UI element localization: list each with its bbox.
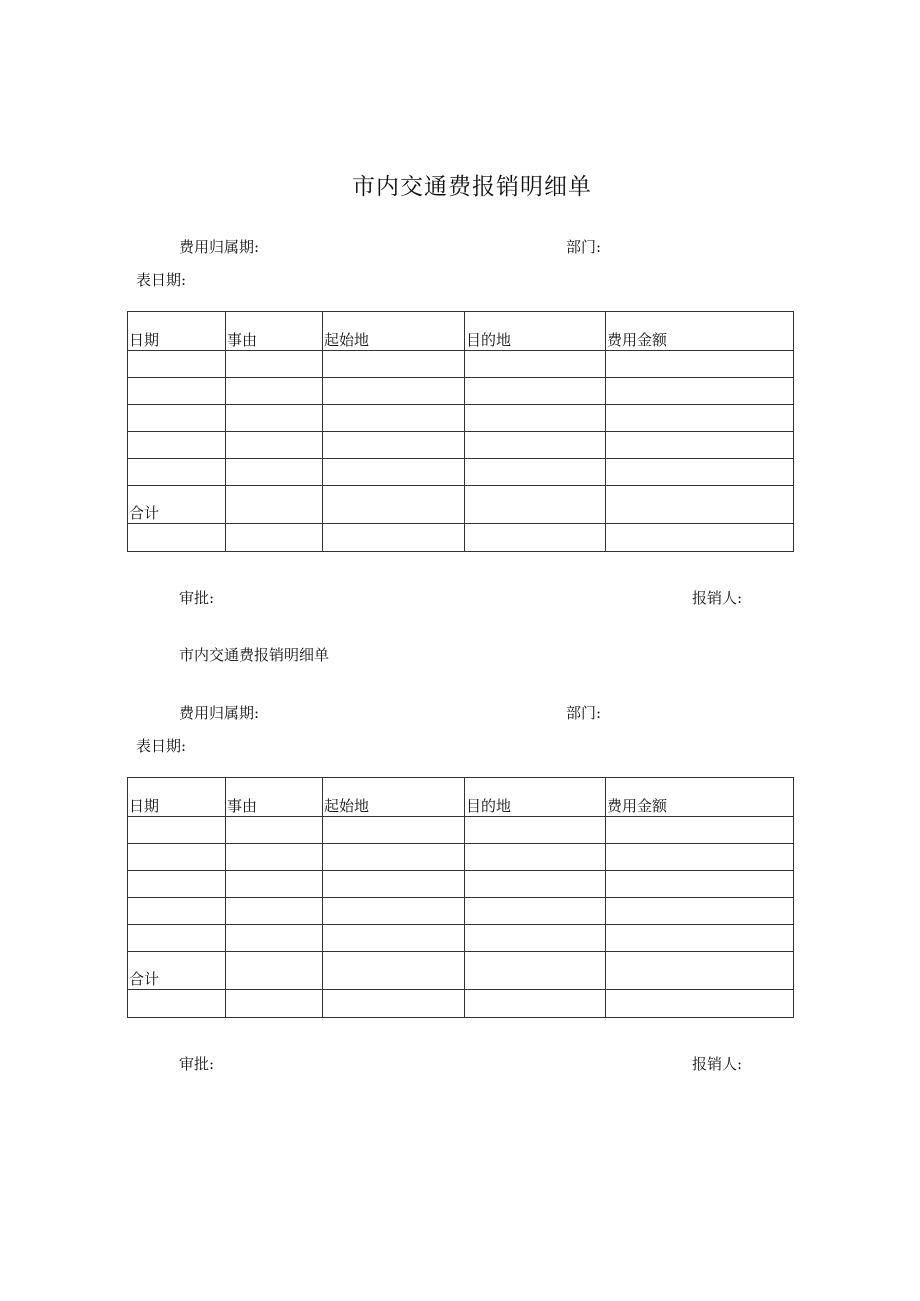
table-row (128, 817, 794, 844)
total-label: 合计 (128, 952, 226, 990)
cell (323, 524, 465, 552)
cell (323, 486, 465, 524)
cell (226, 952, 323, 990)
cell (226, 524, 323, 552)
cell (465, 817, 606, 844)
cell (606, 952, 794, 990)
form1-title: 市内交通费报销明细单 (352, 174, 592, 200)
cell (128, 898, 226, 925)
table-row (128, 524, 794, 552)
cell (606, 486, 794, 524)
cell (465, 524, 606, 552)
form2-date-label: 表日期: (136, 737, 187, 755)
cell (323, 925, 465, 952)
form2-title: 市内交通费报销明细单 (179, 646, 330, 664)
header-destination: 目的地 (465, 312, 606, 351)
cell (226, 486, 323, 524)
cell (323, 432, 465, 459)
table-row (128, 459, 794, 486)
form1-expense-table (127, 311, 794, 552)
cell (323, 405, 465, 432)
cell (465, 378, 606, 405)
table-total-row (128, 952, 794, 990)
header-amount: 费用金额 (606, 312, 794, 351)
table-row (128, 351, 794, 378)
cell (465, 486, 606, 524)
cell (128, 817, 226, 844)
cell (226, 844, 323, 871)
cell (606, 925, 794, 952)
form2-dept-label: 部门: (566, 704, 602, 722)
cell (323, 952, 465, 990)
table-row (128, 925, 794, 952)
table-row (128, 432, 794, 459)
cell (323, 844, 465, 871)
table-row (128, 990, 794, 1018)
cell (465, 871, 606, 898)
cell (323, 817, 465, 844)
table-total-row (128, 486, 794, 524)
cell (465, 952, 606, 990)
cell (128, 925, 226, 952)
cell (606, 817, 794, 844)
header-date: 日期 (128, 312, 226, 351)
form1-dept-label: 部门: (566, 238, 602, 256)
cell (226, 925, 323, 952)
cell (606, 432, 794, 459)
cell (465, 844, 606, 871)
header-reason: 事由 (226, 778, 323, 817)
header-reason: 事由 (226, 312, 323, 351)
table-header-row (128, 312, 794, 351)
cell (465, 925, 606, 952)
cell (128, 432, 226, 459)
cell (465, 990, 606, 1018)
form1-claimant-label: 报销人: (692, 589, 743, 607)
cell (323, 351, 465, 378)
cell (128, 524, 226, 552)
header-origin: 起始地 (323, 778, 465, 817)
cell (226, 871, 323, 898)
cell (606, 378, 794, 405)
header-destination: 目的地 (465, 778, 606, 817)
cell (128, 990, 226, 1018)
cell (128, 844, 226, 871)
cell (606, 844, 794, 871)
table-row (128, 378, 794, 405)
cell (226, 817, 323, 844)
cell (323, 990, 465, 1018)
cell (128, 871, 226, 898)
cell (226, 405, 323, 432)
cell (323, 378, 465, 405)
cell (226, 990, 323, 1018)
cell (606, 351, 794, 378)
cell (323, 898, 465, 925)
form2-claimant-label: 报销人: (692, 1055, 743, 1073)
cell (226, 351, 323, 378)
cell (226, 898, 323, 925)
cell (226, 378, 323, 405)
cell (128, 351, 226, 378)
form2-expense-table (127, 777, 794, 1018)
cell (606, 524, 794, 552)
cell (226, 432, 323, 459)
cell (606, 459, 794, 486)
table-row (128, 898, 794, 925)
form2-period-label: 费用归属期: (179, 704, 260, 722)
form1-date-label: 表日期: (136, 271, 187, 289)
header-origin: 起始地 (323, 312, 465, 351)
cell (128, 378, 226, 405)
form2-approve-label: 审批: (179, 1055, 215, 1073)
table-row (128, 871, 794, 898)
cell (465, 351, 606, 378)
table-row (128, 844, 794, 871)
cell (323, 459, 465, 486)
cell (465, 459, 606, 486)
form1-period-label: 费用归属期: (179, 238, 260, 256)
cell (465, 898, 606, 925)
cell (323, 871, 465, 898)
header-date: 日期 (128, 778, 226, 817)
total-label: 合计 (128, 486, 226, 524)
cell (465, 405, 606, 432)
cell (465, 432, 606, 459)
cell (226, 459, 323, 486)
cell (606, 871, 794, 898)
form1-approve-label: 审批: (179, 589, 215, 607)
table-row (128, 405, 794, 432)
cell (128, 405, 226, 432)
cell (606, 898, 794, 925)
cell (606, 990, 794, 1018)
table-header-row (128, 778, 794, 817)
cell (606, 405, 794, 432)
header-amount: 费用金额 (606, 778, 794, 817)
cell (128, 459, 226, 486)
